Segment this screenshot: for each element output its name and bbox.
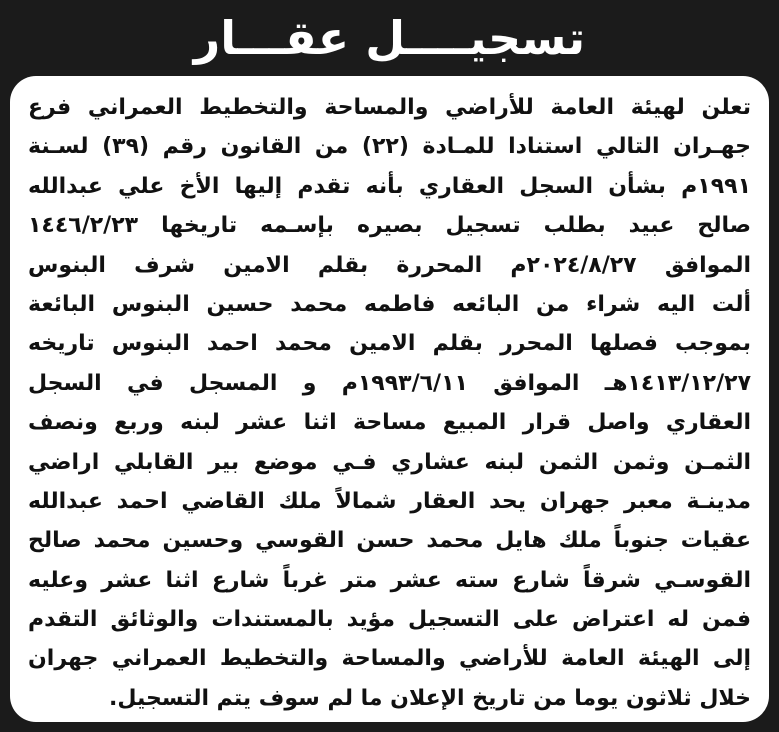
notice-line: بموجب فصلها المحرر بقلم الامين محمد احمد البنوس تاريخه [28,331,751,357]
notice-title: تسجيــــل عقـــار [193,11,586,65]
notice-line: الموافق ٢٠٢٤/٨/٢٧م المحررة بقلم الامين شرف البنوس [28,252,751,278]
notice-line: جهـران التالي استنادا للمـادة (٢٢) من القانون رقم (٣٩) لسـنة [28,134,751,160]
notice-line: عقيات جنوباً ملك هايل محمد حسن القوسي وحسين محمد صالح [28,528,751,554]
notice-line: إلى الهيئة العامة للأراضي والمساحة والتخطيط العمراني جهران [28,646,751,672]
notice-line: خلال ثلاثون يوما من تاريخ الإعلان ما لم سوف يتم التسجيل. [109,685,751,711]
notice-line: تعلن لهيئة العامة للأراضي والمساحة والتخطيط العمراني فرع [28,95,751,120]
notice-body [10,76,769,722]
notice-line: فمن له اعتراض على التسجيل مؤيد بالمستندات والوثائق التقدم [28,607,751,633]
notice-line: القوسـي شرقاً شارع سته عشر متر غرباً شارع اثنا عشر وعليه [28,567,751,593]
notice-line: ألت اليه شراء من البائعه فاطمه محمد حسين البنوس البائعة [28,291,751,317]
notice-text [28,88,751,718]
notice-line: مدينـة معبر جهران يحد العقار شمالاً ملك القاضي احمد عبدالله [28,488,751,514]
notice-line: ١٩٩١م بشأن السجل العقاري بأنه تقدم إليها الأخ علي عبدالله [28,173,751,199]
notice-line: صالح عبيد بطلب تسجيل بصيره بإسـمه تاريخها ١٤٤٦/٢/٢٣ [28,213,751,239]
notice-header [0,0,779,76]
notice-line: العقاري واصل قرار المبيع مساحة اثنا عشر لبنه وربع ونصف [28,410,751,436]
notice-line: ١٤١٣/١٢/٢٧هـ الموافق ١٩٩٣/٦/١١م و المسجل في السجل [28,370,751,396]
notice-line: الثمـن وثمن الثمن لبنه عشاري فـي موضع بير القابلي اراضي [28,449,751,475]
